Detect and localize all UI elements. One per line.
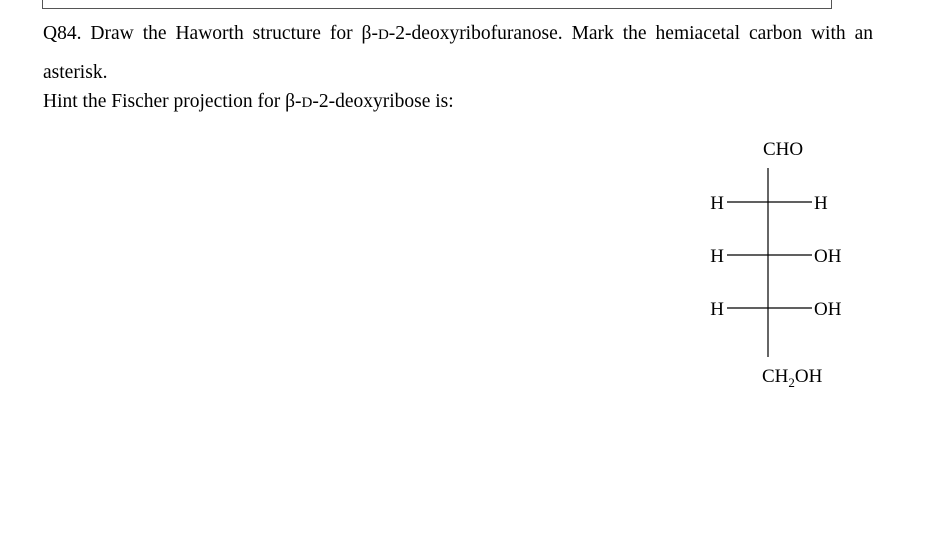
fischer-bottom-subscript: 2 xyxy=(788,375,795,390)
fischer-row-3-left: H xyxy=(710,299,724,320)
fischer-row-2-left: H xyxy=(710,246,724,267)
fischer-row-1-right: H xyxy=(814,193,828,214)
hint-text-part-1: Hint the Fischer projection for β- xyxy=(43,91,302,112)
fischer-bottom-suffix: OH xyxy=(794,366,823,387)
fischer-row-3-right: OH xyxy=(814,299,842,320)
fischer-row-1-left: H xyxy=(710,193,724,214)
hint-text-part-2: -2-deoxyribose is: xyxy=(312,91,454,112)
question-text-part-2: -2-deoxyribofuranose. Mark the hemiacetal carbon with an asterisk. xyxy=(43,23,873,83)
question-config-letter: D xyxy=(377,27,389,43)
fischer-bottom-group xyxy=(762,366,823,390)
fischer-row-2-right: OH xyxy=(814,246,842,267)
fischer-bottom-prefix: CH xyxy=(762,366,789,387)
fischer-top-group: CHO xyxy=(762,139,804,160)
hint-config-letter: D xyxy=(301,95,313,111)
question-number: Q84. xyxy=(43,23,82,44)
question-text-part-1: Draw the Haworth structure for β- xyxy=(81,23,378,44)
